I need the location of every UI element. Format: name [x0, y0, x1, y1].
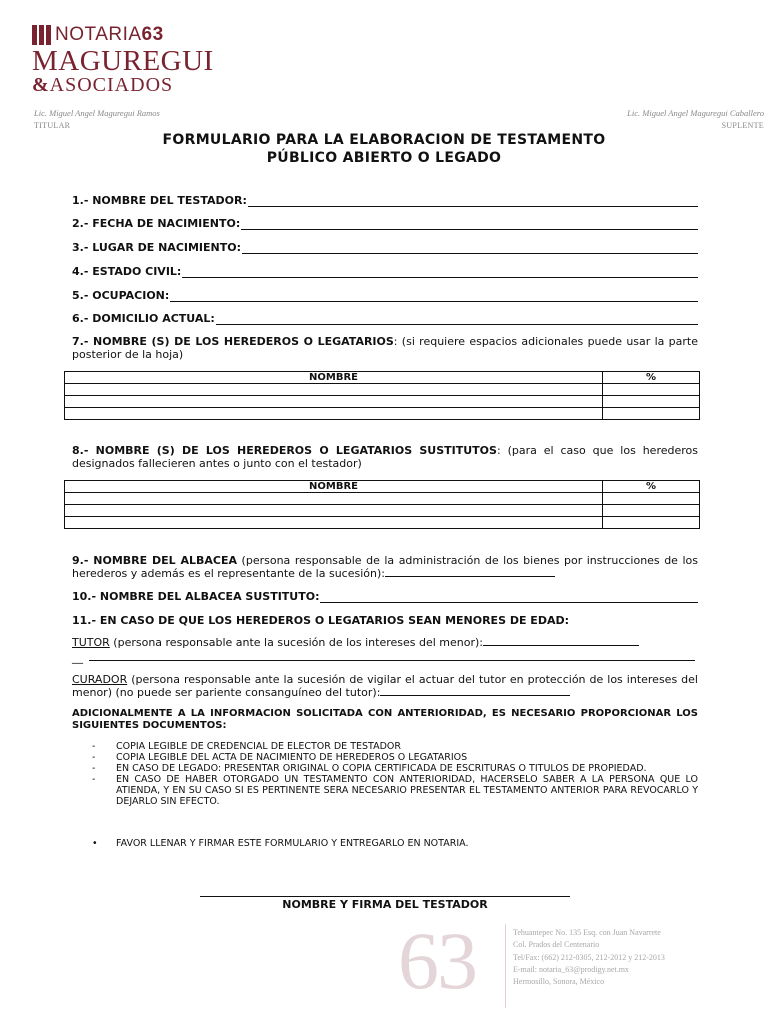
footer-email: E-mail: notaria_63@prodigy.net.mx [513, 964, 629, 974]
field-label: 2.- FECHA DE NACIMIENTO: [72, 217, 241, 230]
logo-notaria-text [55, 24, 164, 46]
notary-logo [32, 24, 212, 95]
logo-ampersand: & [32, 74, 50, 96]
table-cell[interactable] [603, 396, 700, 408]
field-nombre-testador[interactable] [72, 194, 698, 207]
fill-instruction-text: FAVOR LLENAR Y FIRMAR ESTE FORMULARIO Y ENTREGARLO EN NOTARIA. [116, 838, 469, 849]
field-albacea-sustituto[interactable] [72, 590, 698, 603]
footer-city: Hermosillo, Sonora, México [513, 977, 605, 987]
logo-number: 63 [141, 24, 164, 45]
table-cell[interactable] [603, 505, 700, 517]
fill-line[interactable] [242, 242, 698, 254]
pillars-icon [32, 25, 51, 45]
officer-suplente-name: Lic. Miguel Angel Maguregui Caballero [627, 108, 764, 118]
field-fecha-nacimiento[interactable] [72, 217, 698, 230]
tutor-continuation: __ [72, 651, 83, 664]
fill-line[interactable] [483, 636, 639, 646]
section-albacea-label: 9.- NOMBRE DEL ALBACEA [72, 554, 238, 567]
field-estado-civil[interactable] [72, 265, 698, 278]
footer-address [513, 927, 665, 988]
logo-asociados-word: ASOCIADOS [49, 74, 174, 96]
section-herederos [72, 335, 698, 361]
table-cell[interactable] [65, 517, 603, 529]
field-label: 4.- ESTADO CIVIL: [72, 265, 182, 278]
fill-instruction [92, 838, 468, 849]
field-label: 6.- DOMICILIO ACTUAL: [72, 312, 215, 325]
table-cell[interactable] [603, 517, 700, 529]
field-label: 10.- NOMBRE DEL ALBACEA SUSTITUTO: [72, 590, 320, 603]
curador-note: (persona responsable ante la sucesión de vigilar el actuar del tutor en protección de los intereses del menor) (no puede ser pariente consanguíneo del tutor): [72, 673, 698, 699]
fill-line[interactable] [89, 651, 695, 661]
logo-name: MAGUREGUI [32, 45, 214, 77]
table-cell[interactable] [65, 396, 603, 408]
heirs-table [64, 371, 700, 420]
section-albacea-note: (persona responsable de la administración de los bienes por instrucciones de los herederos y además es el representante de la sucesión): [72, 554, 698, 580]
table-row [65, 505, 700, 517]
form-title [0, 131, 768, 167]
table-cell[interactable] [603, 493, 700, 505]
table-row [65, 517, 700, 529]
section-albacea [72, 554, 698, 580]
section-sustitutos [72, 444, 698, 470]
section-herederos-label: 7.- NOMBRE (S) DE LOS HEREDEROS O LEGATARIOS [72, 335, 394, 348]
section-menores [72, 614, 698, 627]
table-cell[interactable] [65, 493, 603, 505]
fill-line[interactable] [170, 290, 698, 302]
column-nombre: NOMBRE [65, 372, 603, 384]
table-header-row [65, 481, 700, 493]
footer-divider [505, 924, 506, 1008]
footer-address-line: Col. Prados del Centenario [513, 940, 600, 950]
field-lugar-nacimiento[interactable] [72, 241, 698, 254]
section-herederos-note: : (si requiere espacios adicionales puede usar la parte posterior de la hoja) [72, 335, 698, 361]
form-title-line2: PÚBLICO ABIERTO O LEGADO [266, 150, 502, 166]
list-item: - COPIA LEGIBLE DEL ACTA DE NACIMIENTO DE HEREDEROS O LEGATARIOS [92, 752, 698, 763]
substitutes-table [64, 480, 700, 529]
fill-line[interactable] [320, 591, 698, 603]
table-cell[interactable] [65, 384, 603, 396]
section-menores-label: 11.- EN CASO DE QUE LOS HEREDEROS O LEGATARIOS SEAN MENORES DE EDAD: [72, 614, 569, 627]
fill-line[interactable] [241, 218, 698, 230]
field-label: 1.- NOMBRE DEL TESTADOR: [72, 194, 247, 207]
logo-notaria-word: NOTARIA [55, 24, 142, 45]
tutor-field[interactable] [72, 636, 698, 649]
fill-line[interactable] [248, 195, 698, 207]
column-percent: % [603, 372, 700, 384]
list-item: - EN CASO DE HABER OTORGADO UN TESTAMENTO CON ANTERIORIDAD, HACERSELO SABER A LA PERSONA QUE LO ATIENDA, Y EN SU CASO SI ES PERTINENTE SERA NECESARIO PRESENTAR EL TESTAMENTO ANTERIOR PARA REVOCARLO Y DEJARLO SIN EFECTO. [92, 774, 698, 807]
officer-titular [34, 108, 160, 130]
column-nombre: NOMBRE [65, 481, 603, 493]
signature-label: NOMBRE Y FIRMA DEL TESTADOR [282, 898, 488, 911]
table-row [65, 408, 700, 420]
bullet-icon: • [92, 838, 98, 849]
column-percent: % [603, 481, 700, 493]
field-label: 5.- OCUPACION: [72, 289, 170, 302]
officer-titular-role: TITULAR [34, 121, 71, 130]
fill-line[interactable] [182, 266, 698, 278]
officer-suplente [627, 108, 764, 130]
table-cell[interactable] [65, 505, 603, 517]
tutor-field-continued[interactable] [72, 651, 698, 664]
table-row [65, 493, 700, 505]
tutor-note: (persona responsable ante la sucesión de los intereses del menor): [109, 636, 484, 649]
signature-line[interactable] [200, 896, 570, 897]
table-row [65, 384, 700, 396]
officer-suplente-role: SUPLENTE [721, 121, 764, 130]
table-cell[interactable] [65, 408, 603, 420]
fill-line[interactable] [385, 567, 555, 577]
fill-line[interactable] [380, 686, 570, 696]
field-ocupacion[interactable] [72, 289, 698, 302]
list-item: - COPIA LEGIBLE DE CREDENCIAL DE ELECTOR DE TESTADOR [92, 741, 698, 752]
form-title-line1: FORMULARIO PARA LA ELABORACION DE TESTAMENTO [162, 132, 606, 148]
table-cell[interactable] [603, 408, 700, 420]
section-sustitutos-label: 8.- NOMBRE (S) DE LOS HEREDEROS O LEGATARIOS SUSTITUTOS [72, 444, 497, 457]
documents-list [92, 741, 698, 807]
footer-phone: Tel/Fax: (662) 212-0305, 212-2012 y 212-2013 [513, 952, 665, 962]
footer-number-watermark: 63 [398, 915, 476, 1006]
fill-line[interactable] [216, 313, 698, 325]
field-label: 3.- LUGAR DE NACIMIENTO: [72, 241, 241, 254]
list-item: - EN CASO DE LEGADO: PRESENTAR ORIGINAL O COPIA CERTIFICADA DE ESCRITURAS O TITULOS DE PROPIEDAD. [92, 763, 698, 774]
documents-title: ADICIONALMENTE A LA INFORMACION SOLICITADA CON ANTERIORIDAD, ES NECESARIO PROPORCIONAR LOS SIGUIENTES DOCUMENTOS: [72, 708, 698, 731]
section-sustitutos-note: : (para el caso que los herederos designados fallecieren antes o junto con el testador) [72, 444, 698, 470]
table-row [65, 396, 700, 408]
field-domicilio[interactable] [72, 312, 698, 325]
table-header-row [65, 372, 700, 384]
logo-top-row [32, 24, 212, 46]
curador-label: CURADOR [72, 673, 128, 686]
curador-field[interactable] [72, 673, 698, 699]
footer-address-line: Tehuantepec No. 135 Esq. con Juan Navarrete [513, 928, 661, 937]
tutor-label: TUTOR [72, 636, 110, 649]
logo-asociados [32, 75, 212, 95]
table-cell[interactable] [603, 384, 700, 396]
officer-titular-name: Lic. Miguel Angel Maguregui Ramos [34, 108, 160, 118]
